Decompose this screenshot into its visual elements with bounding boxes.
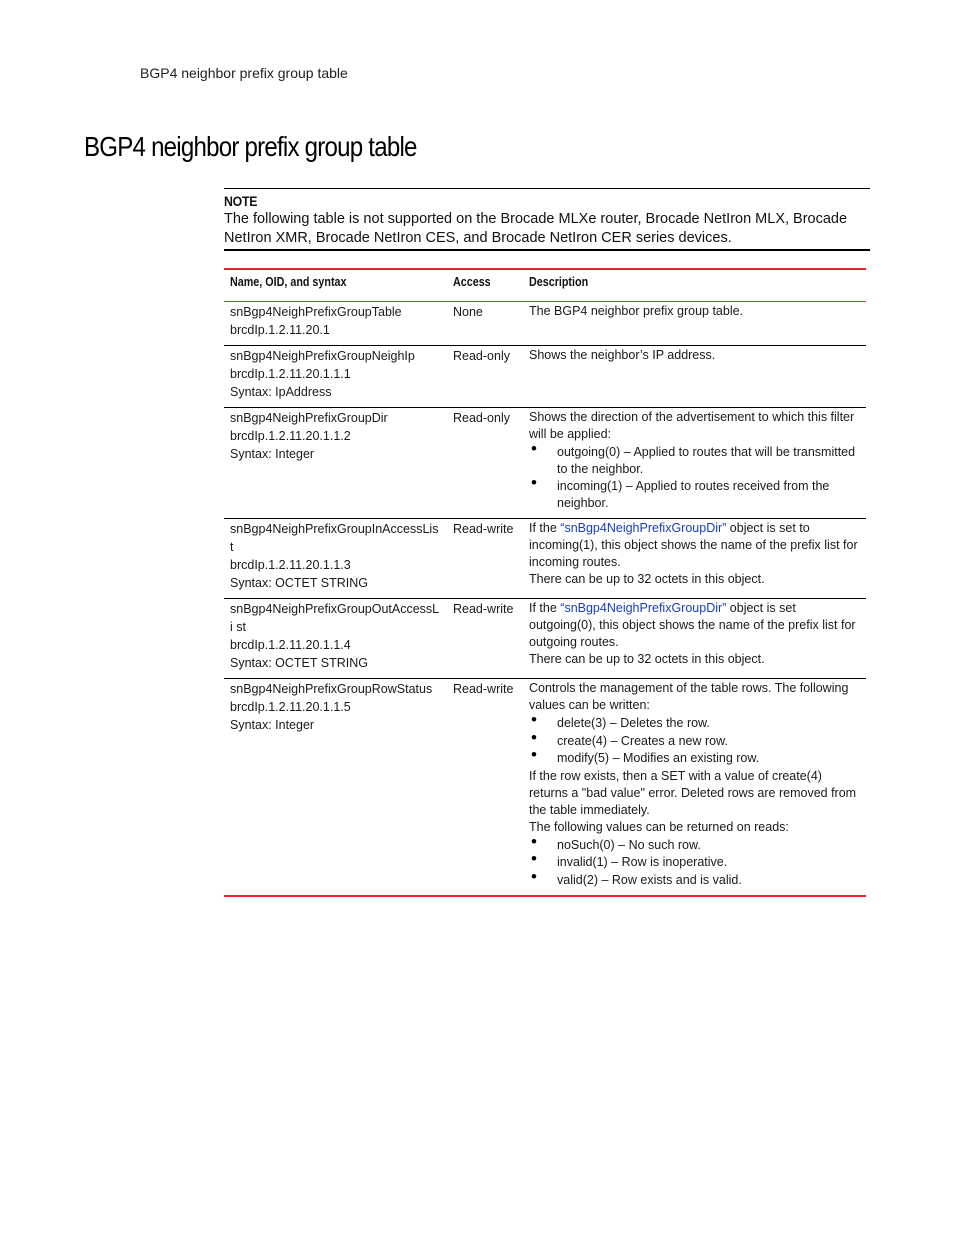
header-access: Access — [453, 275, 491, 289]
object-name: snBgp4NeighPrefixGroupNeighIp — [230, 349, 415, 363]
description-text: If the “snBgp4NeighPrefixGroupDir” object is set outgoing(0), this object shows the name of the prefix list for outgoing routes. — [529, 601, 856, 649]
object-name: snBgp4NeighPrefixGroupRowStatus — [230, 682, 433, 696]
list-item: • noSuch(0) – No such row. — [529, 837, 860, 854]
description-note: If the row exists, then a SET with a value of create(4) returns a "bad value" error. Deleted rows are removed from the table immediately. — [529, 768, 857, 817]
table-row — [224, 679, 866, 897]
description-text: Shows the neighbor’s IP address. — [529, 348, 716, 362]
description-note: The following values can be returned on reads: — [529, 819, 789, 834]
list-item: • outgoing(0) – Applied to routes that will be transmitted to the neighbor. — [529, 444, 860, 477]
bullet-list — [529, 444, 860, 511]
object-name: snBgp4NeighPrefixGroupDir — [230, 411, 388, 425]
object-syntax: Syntax: OCTET STRING — [230, 576, 368, 590]
description-note: There can be up to 32 octets in this object. — [529, 572, 765, 586]
running-header: BGP4 neighbor prefix group table — [140, 65, 348, 81]
cell-name — [224, 599, 447, 679]
table-row — [224, 346, 866, 408]
description-text: Shows the direction of the advertisement to which this filter will be applied: — [529, 410, 855, 441]
object-oid: brcdIp.1.2.11.20.1.1.2 — [230, 429, 351, 443]
table-row — [224, 408, 866, 519]
cell-name — [224, 346, 447, 408]
object-name: snBgp4NeighPrefixGroupTable — [230, 305, 402, 319]
cell-name — [224, 679, 447, 897]
description-text: The BGP4 neighbor prefix group table. — [529, 304, 744, 318]
cell-access: Read-write — [453, 522, 514, 536]
list-item: • create(4) – Creates a new row. — [529, 733, 860, 750]
cell-access: Read-write — [453, 682, 514, 696]
cell-access: Read-write — [453, 602, 514, 616]
object-syntax: Syntax: Integer — [230, 718, 315, 732]
object-link[interactable]: “snBgp4NeighPrefixGroupDir” — [560, 601, 727, 615]
cell-description — [523, 519, 866, 599]
cell-description — [523, 679, 866, 897]
object-oid: brcdIp.1.2.11.20.1.1.4 — [230, 638, 351, 652]
cell-name — [224, 519, 447, 599]
cell-name — [224, 408, 447, 519]
object-oid: brcdIp.1.2.11.20.1.1.1 — [230, 367, 351, 381]
object-syntax: Syntax: Integer — [230, 447, 315, 461]
list-item: • delete(3) – Deletes the row. — [529, 715, 860, 732]
note-box — [224, 188, 870, 251]
cell-name — [224, 302, 447, 346]
cell-access: Read-only — [453, 411, 510, 425]
description-text: Controls the management of the table rows. The following values can be written: — [529, 681, 849, 712]
note-label: NOTE — [224, 193, 258, 209]
object-link[interactable]: “snBgp4NeighPrefixGroupDir” — [560, 521, 727, 535]
table-row — [224, 302, 866, 346]
object-oid: brcdIp.1.2.11.20.1 — [230, 323, 330, 337]
header-name: Name, OID, and syntax — [230, 275, 347, 289]
description-note: There can be up to 32 octets in this object. — [529, 652, 765, 666]
list-item: • invalid(1) – Row is inoperative. — [529, 854, 860, 871]
description-text: If the “snBgp4NeighPrefixGroupDir” object is set to incoming(1), this object shows the name of the prefix list for incoming routes. — [529, 521, 858, 569]
header-description: Description — [529, 275, 589, 289]
cell-description — [523, 302, 866, 346]
prefix-group-table — [224, 268, 866, 897]
object-oid: brcdIp.1.2.11.20.1.1.5 — [230, 700, 351, 714]
table-header-row — [224, 269, 866, 302]
object-syntax: Syntax: IpAddress — [230, 385, 332, 399]
object-syntax: Syntax: OCTET STRING — [230, 656, 368, 670]
bullet-list — [529, 837, 860, 889]
cell-access: Read-only — [453, 349, 510, 363]
object-oid: brcdIp.1.2.11.20.1.1.3 — [230, 558, 351, 572]
mib-table — [224, 268, 866, 897]
list-item: • valid(2) – Row exists and is valid. — [529, 872, 860, 889]
bullet-list — [529, 715, 860, 767]
cell-access: None — [453, 305, 483, 319]
table-row — [224, 599, 866, 679]
list-item: • modify(5) – Modifies an existing row. — [529, 750, 860, 767]
cell-description — [523, 408, 866, 519]
object-name: snBgp4NeighPrefixGroupOutAccessLi st — [230, 602, 440, 634]
cell-description — [523, 346, 866, 408]
table-row — [224, 519, 866, 599]
note-text: The following table is not supported on the Brocade MLXe router, Brocade NetIron MLX, Brocade NetIron XMR, Brocade NetIron CES, and Brocade NetIron CER series devices. — [224, 211, 848, 246]
object-name: snBgp4NeighPrefixGroupInAccessList — [230, 522, 439, 554]
page-title: BGP4 neighbor prefix group table — [84, 131, 417, 162]
cell-description — [523, 599, 866, 679]
list-item: • incoming(1) – Applied to routes received from the neighbor. — [529, 478, 860, 511]
